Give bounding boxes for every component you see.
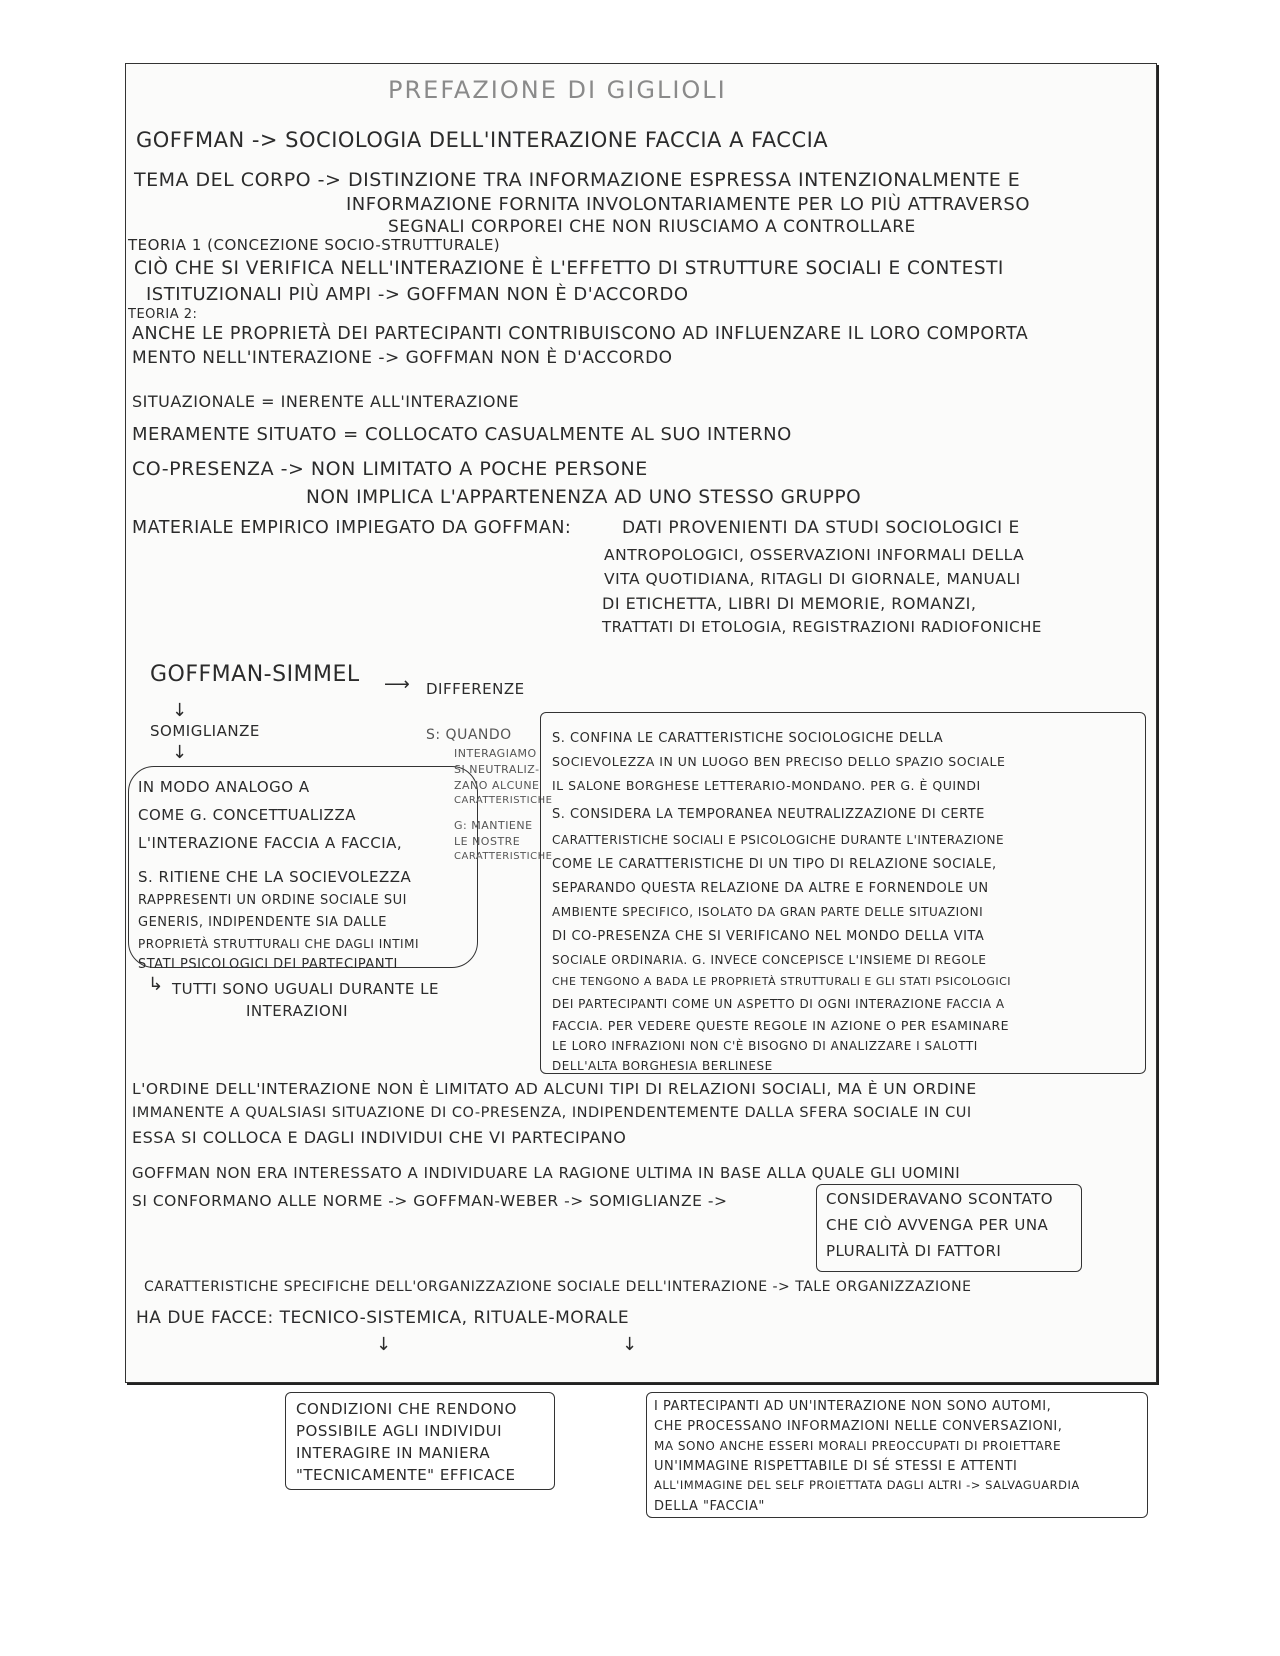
teoria1-text-1: CIÒ CHE SI VERIFICA NELL'INTERAZIONE È L'EFFETTO DI STRUTTURE SOCIALI E CONTESTI xyxy=(134,258,1004,279)
goffman-line: GOFFMAN -> SOCIOLOGIA DELL'INTERAZIONE FACCIA A FACCIA xyxy=(136,128,829,152)
teoria2-text-1: ANCHE LE PROPRIETÀ DEI PARTECIPANTI CONTRIBUISCONO AD INFLUENZARE IL LORO COMPORTA xyxy=(132,324,1029,344)
ritual-arrow-icon: ↓ xyxy=(622,1334,638,1355)
segnali-line: SEGNALI CORPOREI CHE NON RIUSCIAMO A CONTROLLARE xyxy=(388,217,916,237)
diff-line-14: LE LORO INFRAZIONI NON C'È BISOGNO DI ANALIZZARE I SALOTTI xyxy=(552,1039,978,1053)
page-title: PREFAZIONE DI GIGLIOLI xyxy=(388,76,727,104)
technical-arrow-icon: ↓ xyxy=(376,1334,392,1355)
sim-line-2: COME G. CONCETTUALIZZA xyxy=(138,806,356,824)
ritual-box-3: MA SONO ANCHE ESSERI MORALI PREOCCUPATI DI PROIETTARE xyxy=(654,1439,1062,1453)
diff-line-1: S. CONFINA LE CARATTERISTICHE SOCIOLOGICHE DELLA xyxy=(552,731,944,746)
teoria1-label: TEORIA 1 (CONCEZIONE SOCIO-STRUTTURALE) xyxy=(128,236,501,254)
ritual-box-2: CHE PROCESSANO INFORMAZIONI NELLE CONVERSAZIONI, xyxy=(654,1419,1063,1434)
diff-line-8: AMBIENTE SPECIFICO, ISOLATO DA GRAN PARTE DELLE SITUAZIONI xyxy=(552,905,984,919)
diff-line-5: CARATTERISTICHE SOCIALI E PSICOLOGICHE DURANTE L'INTERAZIONE xyxy=(552,833,1005,847)
diff-line-10: SOCIALE ORDINARIA. G. INVECE CONCEPISCE L'INSIEME DI REGOLE xyxy=(552,953,987,967)
middle-note-8: CARATTERISTICHE xyxy=(454,851,553,862)
diff-line-6: COME LE CARATTERISTICHE DI UN TIPO DI RELAZIONE SOCIALE, xyxy=(552,857,997,872)
material-line-1: DATI PROVENIENTI DA STUDI SOCIOLOGICI E xyxy=(622,518,1020,538)
ritual-box-1: I PARTECIPANTI AD UN'INTERAZIONE NON SONO AUTOMI, xyxy=(654,1399,1052,1414)
middle-note-5: CARATTERISTICHE xyxy=(454,795,553,806)
weber-line-2: SI CONFORMANO ALLE NORME -> GOFFMAN-WEBER -> SOMIGLIANZE -> xyxy=(132,1192,728,1210)
middle-note-3: SI NEUTRALIZ- xyxy=(454,763,540,776)
org-line-1: CARATTERISTICHE SPECIFICHE DELL'ORGANIZZAZIONE SOCIALE DELL'INTERAZIONE -> TALE ORGANIZZAZIONE xyxy=(144,1279,972,1295)
middle-note-6: G: MANTIENE xyxy=(454,819,533,832)
differences-arrow-icon: ⟶ xyxy=(384,674,410,695)
middle-note-2: INTERAGIAMO xyxy=(454,747,537,760)
sim-line-6: GENERIS, INDIPENDENTE SIA DALLE xyxy=(138,915,388,930)
ritual-box-6: DELLA "FACCIA" xyxy=(654,1499,765,1514)
material-line-3: VITA QUOTIDIANA, RITAGLI DI GIORNALE, MANUALI xyxy=(604,570,1021,588)
informazione-line: INFORMAZIONE FORNITA INVOLONTARIAMENTE PER LO PIÙ ATTRAVERSO xyxy=(346,194,1031,215)
sim-line-5: RAPPRESENTI UN ORDINE SOCIALE SUI xyxy=(138,893,407,908)
diff-line-11: CHE TENGONO A BADA LE PROPRIETÀ STRUTTURALI E GLI STATI PSICOLOGICI xyxy=(552,975,1012,988)
diff-line-7: SEPARANDO QUESTA RELAZIONE DA ALTRE E FORNENDOLE UN xyxy=(552,881,989,896)
diff-line-2: SOCIEVOLEZZA IN UN LUOGO BEN PRECISO DELLO SPAZIO SOCIALE xyxy=(552,754,1006,769)
order-line-2: IMMANENTE A QUALSIASI SITUAZIONE DI CO-PRESENZA, INDIPENDENTEMENTE DALLA SFERA SOCIALE IN CUI xyxy=(132,1105,972,1121)
notebook-page xyxy=(125,63,1157,1383)
technical-box-2: POSSIBILE AGLI INDIVIDUI xyxy=(296,1422,503,1440)
ritual-box-5: ALL'IMMAGINE DEL SELF PROIETTATA DAGLI ALTRI -> SALVAGUARDIA xyxy=(654,1478,1080,1492)
teoria1-text-2: ISTITUZIONALI PIÙ AMPI -> GOFFMAN NON È D'ACCORDO xyxy=(146,284,689,305)
order-line-3: ESSA SI COLLOCA E DAGLI INDIVIDUI CHE VI PARTECIPANO xyxy=(132,1128,627,1147)
equal-note-arrow-icon: ↳ xyxy=(148,974,164,995)
teoria2-label: TEORIA 2: xyxy=(128,307,198,322)
weber-box-3: PLURALITÀ DI FATTORI xyxy=(826,1242,1002,1260)
diff-line-15: DELL'ALTA BORGHESIA BERLINESE xyxy=(552,1059,773,1073)
ritual-box-4: UN'IMMAGINE RISPETTABILE DI SÉ STESSI E ATTENTI xyxy=(654,1459,1018,1474)
material-line-2: ANTROPOLOGICI, OSSERVAZIONI INFORMALI DELLA xyxy=(604,546,1025,564)
diff-line-9: DI CO-PRESENZA CHE SI VERIFICANO NEL MONDO DELLA VITA xyxy=(552,929,985,944)
def-meramente-situato: MERAMENTE SITUATO = COLLOCATO CASUALMENTE AL SUO INTERNO xyxy=(132,424,792,445)
technical-box-4: "TECNICAMENTE" EFFICACE xyxy=(296,1466,516,1484)
middle-note-4: ZANO ALCUNE xyxy=(454,779,540,792)
sim-line-8: STATI PSICOLOGICI DEI PARTECIPANTI xyxy=(138,957,398,972)
weber-box-2: CHE CIÒ AVVENGA PER UNA xyxy=(826,1216,1049,1234)
order-line-1: L'ORDINE DELL'INTERAZIONE NON È LIMITATO AD ALCUNI TIPI DI RELAZIONI SOCIALI, MA È UN ORDINE xyxy=(132,1080,977,1098)
technical-box-3: INTERAGIRE IN MANIERA xyxy=(296,1444,491,1462)
material-line-4: DI ETICHETTA, LIBRI DI MEMORIE, ROMANZI, xyxy=(602,594,977,613)
middle-note-7: LE NOSTRE xyxy=(454,835,521,848)
diff-line-13: FACCIA. PER VEDERE QUESTE REGOLE IN AZIONE O PER ESAMINARE xyxy=(552,1018,1010,1033)
weber-line-1: GOFFMAN NON ERA INTERESSATO A INDIVIDUARE LA RAGIONE ULTIMA IN BASE ALLA QUALE GLI UOMINI xyxy=(132,1164,961,1182)
def-situazionale: SITUAZIONALE = INERENTE ALL'INTERAZIONE xyxy=(132,392,520,411)
tema-corpo-line: TEMA DEL CORPO -> DISTINZIONE TRA INFORMAZIONE ESPRESSA INTENZIONALMENTE E xyxy=(134,169,1021,191)
diff-line-3: IL SALONE BORGHESE LETTERARIO-MONDANO. PER G. È QUINDI xyxy=(552,778,981,793)
sim-line-1: IN MODO ANALOGO A xyxy=(138,778,310,796)
org-line-2: HA DUE FACCE: TECNICO-SISTEMICA, RITUALE-MORALE xyxy=(136,1308,630,1328)
sim-line-4: S. RITIENE CHE LA SOCIEVOLEZZA xyxy=(138,868,412,886)
material-line-5: TRATTATI DI ETOLOGIA, REGISTRAZIONI RADIOFONICHE xyxy=(602,618,1042,636)
sim-line-3: L'INTERAZIONE FACCIA A FACCIA, xyxy=(138,834,403,852)
diff-line-12: DEI PARTECIPANTI COME UN ASPETTO DI OGNI INTERAZIONE FACCIA A xyxy=(552,997,1005,1011)
sim-line-7: PROPRIETÀ STRUTTURALI CHE DAGLI INTIMI xyxy=(138,937,419,951)
equal-note-2: INTERAZIONI xyxy=(246,1002,349,1020)
equal-note-1: TUTTI SONO UGUALI DURANTE LE xyxy=(172,980,439,998)
def-copresenza: CO-PRESENZA -> NON LIMITATO A POCHE PERSONE xyxy=(132,458,648,480)
diff-line-4: S. CONSIDERA LA TEMPORANEA NEUTRALIZZAZIONE DI CERTE xyxy=(552,807,985,822)
similarities-down-arrow-icon: ↓ xyxy=(172,742,188,763)
technical-box-1: CONDIZIONI CHE RENDONO xyxy=(296,1400,517,1418)
middle-note-1: S: QUANDO xyxy=(426,727,512,743)
material-label: MATERIALE EMPIRICO IMPIEGATO DA GOFFMAN: xyxy=(132,518,572,538)
weber-box-1: CONSIDERAVANO SCONTATO xyxy=(826,1190,1054,1208)
comparison-heading: GOFFMAN-SIMMEL xyxy=(150,662,360,687)
def-copresenza-2: NON IMPLICA L'APPARTENENZA AD UNO STESSO GRUPPO xyxy=(306,487,862,508)
similarities-label: SOMIGLIANZE xyxy=(150,722,260,740)
differences-label: DIFFERENZE xyxy=(426,680,525,698)
teoria2-text-2: MENTO NELL'INTERAZIONE -> GOFFMAN NON È D'ACCORDO xyxy=(132,348,673,368)
similarities-arrow-icon: ↓ xyxy=(172,700,188,721)
